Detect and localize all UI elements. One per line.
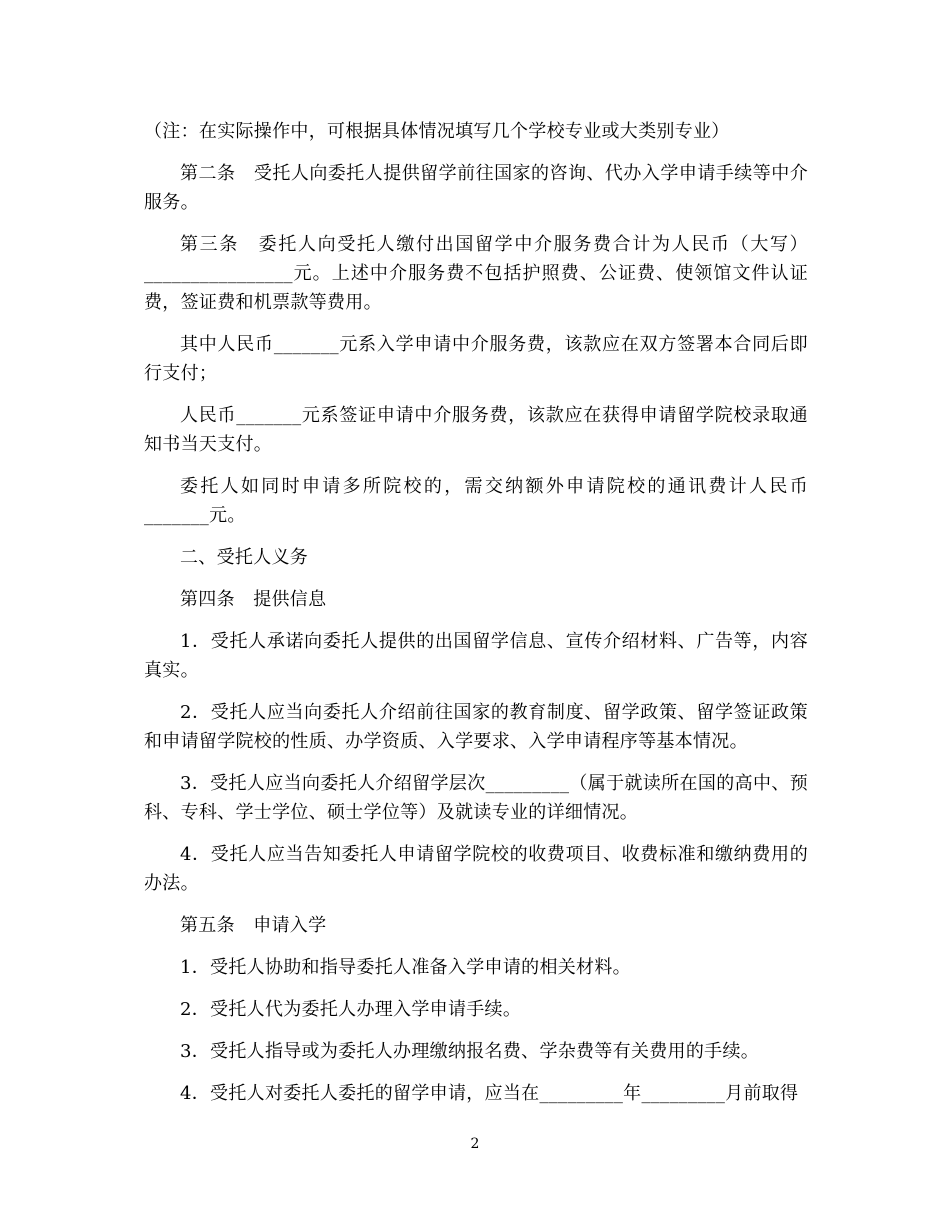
article-4-item-3: 3．受托人应当向委托人介绍留学层次_________（属于就读所在国的高中、预科、专科、学士学位、硕士学位等）及就读专业的详细情况。	[144, 773, 808, 823]
article-2-paragraph: 第二条 受托人向委托人提供留学前往国家的咨询、代办入学申请手续等中介服务。	[144, 163, 808, 213]
article-4-item-1: 1．受托人承诺向委托人提供的出国留学信息、宣传介绍材料、广告等，内容真实。	[144, 631, 808, 681]
article-5-item-4: 4．受托人对委托人委托的留学申请，应当在_________年_________月前取得	[180, 1083, 799, 1104]
article-5-item-1: 1．受托人协助和指导委托人准备入学申请的相关材料。	[180, 957, 631, 978]
article-4-heading: 第四条 提供信息	[180, 589, 327, 610]
article-3-paragraph: 第三条 委托人向受托人缴付出国留学中介服务费合计为人民币（大写）________________元。上述中介服务费不包括护照费、公证费、使领馆文件认证费，签证费和机票款等费用。	[144, 234, 808, 313]
page-number: 2	[470, 1136, 480, 1152]
section-heading-trustee-obligations: 二、受托人义务	[180, 547, 309, 568]
article-5-item-3: 3．受托人指导或为委托人办理缴纳报名费、学杂费等有关费用的手续。	[180, 1041, 760, 1062]
article-4-item-4: 4．受托人应当告知委托人申请留学院校的收费项目、收费标准和缴纳费用的办法。	[144, 844, 808, 894]
communication-fee-paragraph: 委托人如同时申请多所院校的，需交纳额外申请院校的通讯费计人民币_______元。	[144, 476, 808, 526]
article-4-item-2: 2．受托人应当向委托人介绍前往国家的教育制度、留学政策、留学签证政策和申请留学院校的性质、办学资质、入学要求、入学申请程序等基本情况。	[144, 702, 808, 752]
article-5-heading: 第五条 申请入学	[180, 915, 327, 936]
article-5-item-2: 2．受托人代为委托人办理入学申请手续。	[180, 999, 522, 1020]
application-fee-paragraph: 其中人民币_______元系入学申请中介服务费，该款应在双方签署本合同后即行支付；	[144, 334, 808, 384]
document-body	[144, 117, 808, 1108]
note-paragraph: （注：在实际操作中，可根据具体情况填写几个学校专业或大类别专业）	[144, 121, 730, 142]
visa-fee-paragraph: 人民币_______元系签证申请中介服务费，该款应在获得申请留学院校录取通知书当天支付。	[144, 405, 808, 455]
